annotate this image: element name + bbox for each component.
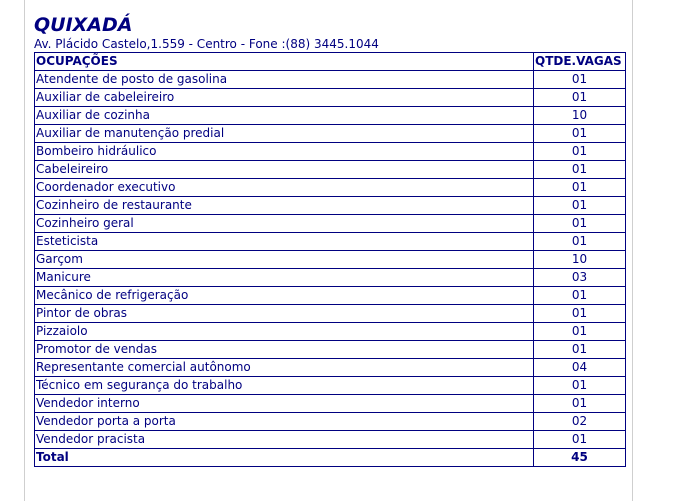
occupation-cell: Manicure <box>35 269 534 287</box>
vacancy-count-cell: 01 <box>534 143 626 161</box>
vacancy-count-cell: 01 <box>534 125 626 143</box>
page-frame-left <box>24 0 25 501</box>
vacancy-count-cell: 01 <box>534 377 626 395</box>
occupation-cell: Vendedor pracista <box>35 431 534 449</box>
office-address: Av. Plácido Castelo,1.559 - Centro - Fone :(88) 3445.1044 <box>34 37 379 51</box>
total-value: 45 <box>534 449 626 467</box>
occupation-cell: Atendente de posto de gasolina <box>35 71 534 89</box>
table-row <box>35 305 626 323</box>
table-row <box>35 323 626 341</box>
occupation-cell: Promotor de vendas <box>35 341 534 359</box>
page-frame-right <box>632 0 633 501</box>
vacancy-count-cell: 02 <box>534 413 626 431</box>
occupation-cell: Coordenador executivo <box>35 179 534 197</box>
table-row <box>35 125 626 143</box>
occupation-cell: Auxiliar de manutenção predial <box>35 125 534 143</box>
vacancy-count-cell: 01 <box>534 287 626 305</box>
occupation-cell: Pizzaiolo <box>35 323 534 341</box>
city-title: QUIXADÁ <box>34 14 133 36</box>
occupation-cell: Representante comercial autônomo <box>35 359 534 377</box>
table-row <box>35 341 626 359</box>
table-row <box>35 395 626 413</box>
occupation-cell: Cabeleireiro <box>35 161 534 179</box>
vacancy-count-cell: 01 <box>534 341 626 359</box>
table-row <box>35 233 626 251</box>
table-row <box>35 179 626 197</box>
vacancy-count-cell: 01 <box>534 197 626 215</box>
occupation-cell: Auxiliar de cabeleireiro <box>35 89 534 107</box>
vacancy-count-cell: 01 <box>534 179 626 197</box>
table-row <box>35 431 626 449</box>
occupation-cell: Vendedor porta a porta <box>35 413 534 431</box>
vacancy-count-cell: 01 <box>534 215 626 233</box>
occupation-cell: Mecânico de refrigeração <box>35 287 534 305</box>
table-row <box>35 377 626 395</box>
table-header-row <box>35 53 626 71</box>
total-label: Total <box>35 449 534 467</box>
table-body <box>35 71 626 449</box>
table-row <box>35 143 626 161</box>
vacancy-count-cell: 01 <box>534 71 626 89</box>
job-listing <box>34 14 626 467</box>
occupation-cell: Auxiliar de cozinha <box>35 107 534 125</box>
table-row <box>35 359 626 377</box>
vacancy-count-cell: 01 <box>534 161 626 179</box>
occupation-cell: Garçom <box>35 251 534 269</box>
occupation-cell: Técnico em segurança do trabalho <box>35 377 534 395</box>
vacancy-count-cell: 10 <box>534 251 626 269</box>
table-row <box>35 287 626 305</box>
total-row <box>35 449 626 467</box>
occupation-cell: Vendedor interno <box>35 395 534 413</box>
occupation-cell: Cozinheiro geral <box>35 215 534 233</box>
table-row <box>35 197 626 215</box>
column-header-occupations: OCUPAÇÕES <box>35 53 534 71</box>
vacancy-count-cell: 04 <box>534 359 626 377</box>
table-row <box>35 215 626 233</box>
table-row <box>35 71 626 89</box>
table-row <box>35 251 626 269</box>
vacancy-count-cell: 03 <box>534 269 626 287</box>
vacancy-count-cell: 01 <box>534 431 626 449</box>
table-row <box>35 89 626 107</box>
table-row <box>35 413 626 431</box>
vacancy-count-cell: 01 <box>534 89 626 107</box>
occupation-cell: Bombeiro hidráulico <box>35 143 534 161</box>
vacancies-table <box>34 52 626 467</box>
occupation-cell: Esteticista <box>35 233 534 251</box>
table-row <box>35 161 626 179</box>
table-row <box>35 269 626 287</box>
table-row <box>35 107 626 125</box>
occupation-cell: Cozinheiro de restaurante <box>35 197 534 215</box>
vacancy-count-cell: 01 <box>534 395 626 413</box>
vacancy-count-cell: 10 <box>534 107 626 125</box>
vacancy-count-cell: 01 <box>534 323 626 341</box>
vacancy-count-cell: 01 <box>534 305 626 323</box>
vacancy-count-cell: 01 <box>534 233 626 251</box>
occupation-cell: Pintor de obras <box>35 305 534 323</box>
column-header-quantity: QTDE.VAGAS <box>534 53 626 71</box>
